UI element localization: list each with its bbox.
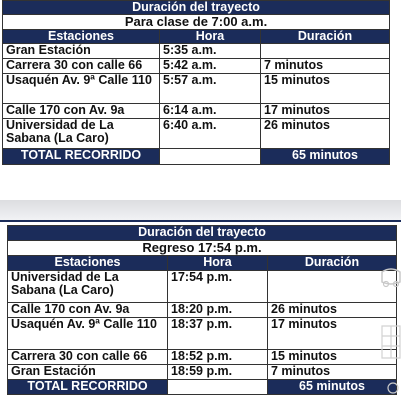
duration-cell: 15 minutos [268,350,397,365]
total-value: 65 minutos [268,380,397,395]
station-cell: Universidad de La Sabana (La Caro) [3,119,160,149]
time-cell: 17:54 p.m. [168,271,268,303]
duration-cell: 15 minutos [261,74,390,104]
time-cell: 6:14 a.m. [160,104,261,119]
table-row [3,44,390,59]
wheel-outline-icon [386,380,400,396]
total-spacer [160,149,261,165]
time-cell: 18:20 p.m. [168,303,268,318]
table-subtitle: Regreso 17:54 p.m. [8,241,397,256]
station-cell: Calle 170 con Av. 9a [8,303,168,318]
table-subtitle: Para clase de 7:00 a.m. [3,15,390,30]
total-spacer [168,380,268,395]
time-cell: 6:40 a.m. [160,119,261,149]
time-cell: 18:37 p.m. [168,318,268,350]
total-value: 65 minutos [261,149,390,165]
table-row [8,365,397,380]
table-title: Duración del trayecto [3,1,390,15]
table-row [8,271,397,303]
duration-cell: 7 minutos [268,365,397,380]
table-row [3,59,390,74]
total-label: TOTAL RECORRIDO [8,380,168,395]
duration-cell: 17 minutos [261,104,390,119]
table-row [3,119,390,149]
time-cell: 5:42 a.m. [160,59,261,74]
time-cell: 5:57 a.m. [160,74,261,104]
duration-cell: 26 minutos [268,303,397,318]
table-row [8,303,397,318]
station-cell: Usaquén Av. 9ª Calle 110 [8,318,168,350]
station-cell: Calle 170 con Av. 9a [3,104,160,119]
station-cell: Carrera 30 con calle 66 [8,350,168,365]
total-label: TOTAL RECORRIDO [3,149,160,165]
column-header-duration: Duración [268,256,397,271]
station-cell: Carrera 30 con calle 66 [3,59,160,74]
schedule-table-return [7,225,397,395]
duration-cell: 7 minutos [261,59,390,74]
duration-cell: 26 minutos [261,119,390,149]
table-row [8,350,397,365]
column-header-duration: Duración [261,30,390,44]
table-title: Duración del trayecto [8,226,397,241]
separator-line [0,220,401,222]
column-header-stations: Estaciones [8,256,168,271]
table-row [3,74,390,104]
station-cell: Usaquén Av. 9ª Calle 110 [3,74,160,104]
time-cell: 5:35 a.m. [160,44,261,59]
building-outline-icon [378,322,401,362]
table-row [3,104,390,119]
section-separator [0,200,401,220]
time-cell: 18:52 p.m. [168,350,268,365]
column-header-time: Hora [160,30,261,44]
column-header-stations: Estaciones [3,30,160,44]
schedule-table-morning [2,0,390,165]
time-cell: 18:59 p.m. [168,365,268,380]
duration-cell: 17 minutos [268,318,397,350]
station-cell: Gran Estación [8,365,168,380]
duration-cell [261,44,390,59]
page-gap [0,172,401,200]
column-header-time: Hora [168,256,268,271]
station-cell: Universidad de La Sabana (La Caro) [8,271,168,303]
station-cell: Gran Estación [3,44,160,59]
table-row [8,318,397,350]
bus-outline-icon [378,264,401,290]
